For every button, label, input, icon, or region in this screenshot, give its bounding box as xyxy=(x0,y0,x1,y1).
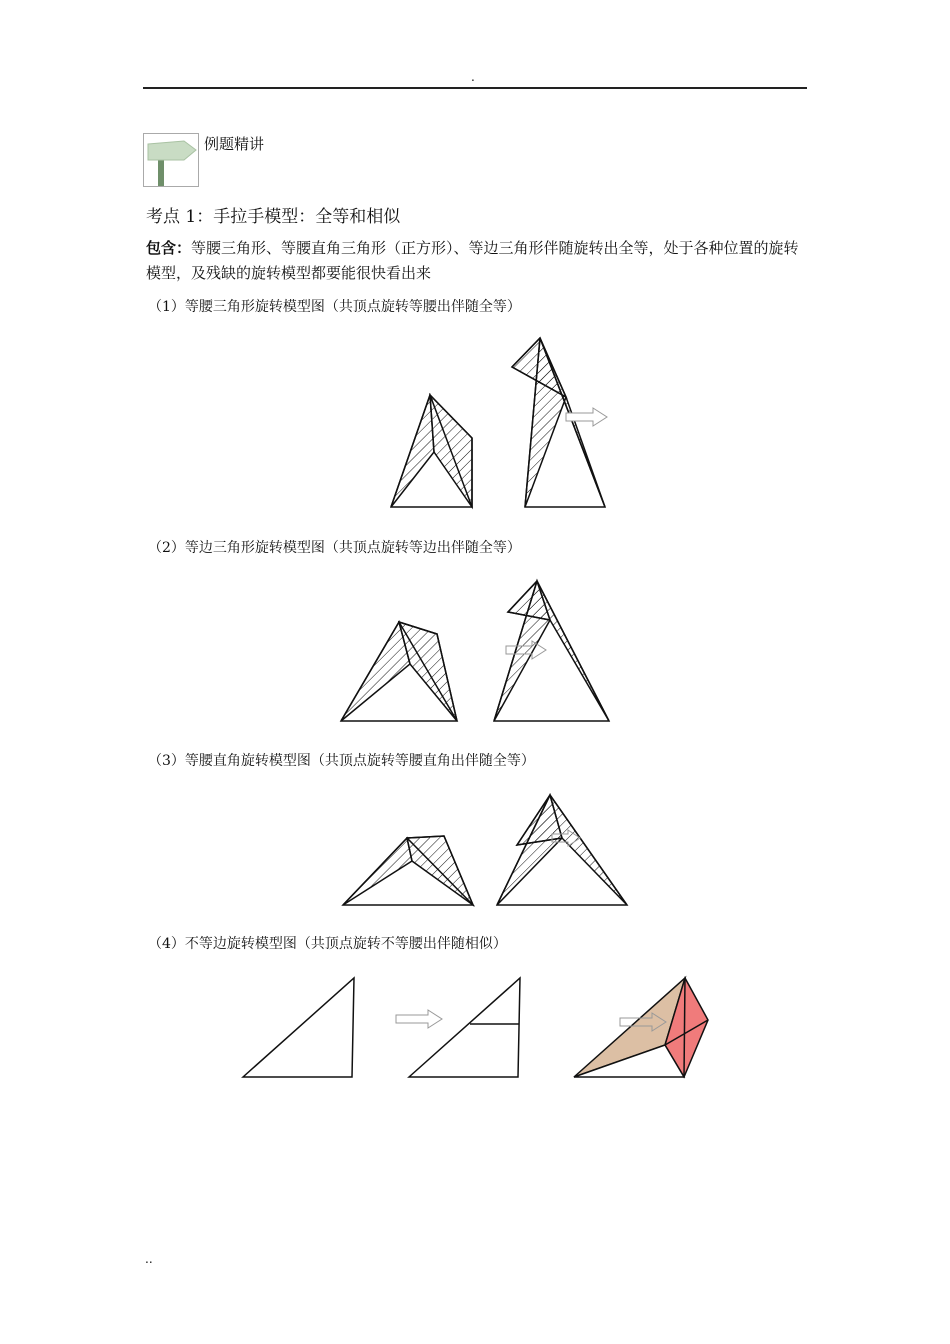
figure-1a xyxy=(391,395,472,507)
caption-1: （1）等腰三角形旋转模型图（共顶点旋转等腰出伴随全等） xyxy=(148,299,521,315)
figure-3a xyxy=(343,836,473,905)
figure-isosceles-rotation xyxy=(380,330,620,520)
header-mark: . xyxy=(471,70,475,84)
figure-2a xyxy=(341,622,457,721)
caption-4: （4）不等边旋转模型图（共顶点旋转不等腰出伴随相似） xyxy=(148,936,507,952)
figure-4c xyxy=(574,978,708,1077)
figure-2b xyxy=(494,581,609,721)
caption-3: （3）等腰直角旋转模型图（共顶点旋转等腰直角出伴随全等） xyxy=(148,753,535,769)
figure-right-isosceles-rotation xyxy=(335,785,635,915)
topic-heading: 考点 1：手拉手模型：全等和相似 xyxy=(146,207,401,227)
figure-scalene-rotation xyxy=(238,970,718,1085)
signpost-icon xyxy=(143,133,199,187)
contains-paragraph xyxy=(146,236,806,286)
header-rule xyxy=(143,87,807,89)
section-title: 例题精讲 xyxy=(204,135,265,153)
figure-3b xyxy=(497,795,627,905)
figure-equilateral-rotation xyxy=(335,570,625,730)
contains-text: 等腰三角形、等腰直角三角形（正方形）、等边三角形伴随旋转出全等，处于各种位置的旋转模型，及残缺的旋转模型都要能很快看出来 xyxy=(146,239,799,282)
figure-4a xyxy=(243,978,354,1077)
caption-2: （2）等边三角形旋转模型图（共顶点旋转等边出伴随全等） xyxy=(148,540,521,556)
footer-mark: .. xyxy=(145,1252,153,1266)
arrow-icon-4a xyxy=(396,1010,442,1028)
figure-1b xyxy=(512,338,605,507)
figure-4b xyxy=(409,978,520,1077)
contains-label: 包含： xyxy=(146,239,192,257)
